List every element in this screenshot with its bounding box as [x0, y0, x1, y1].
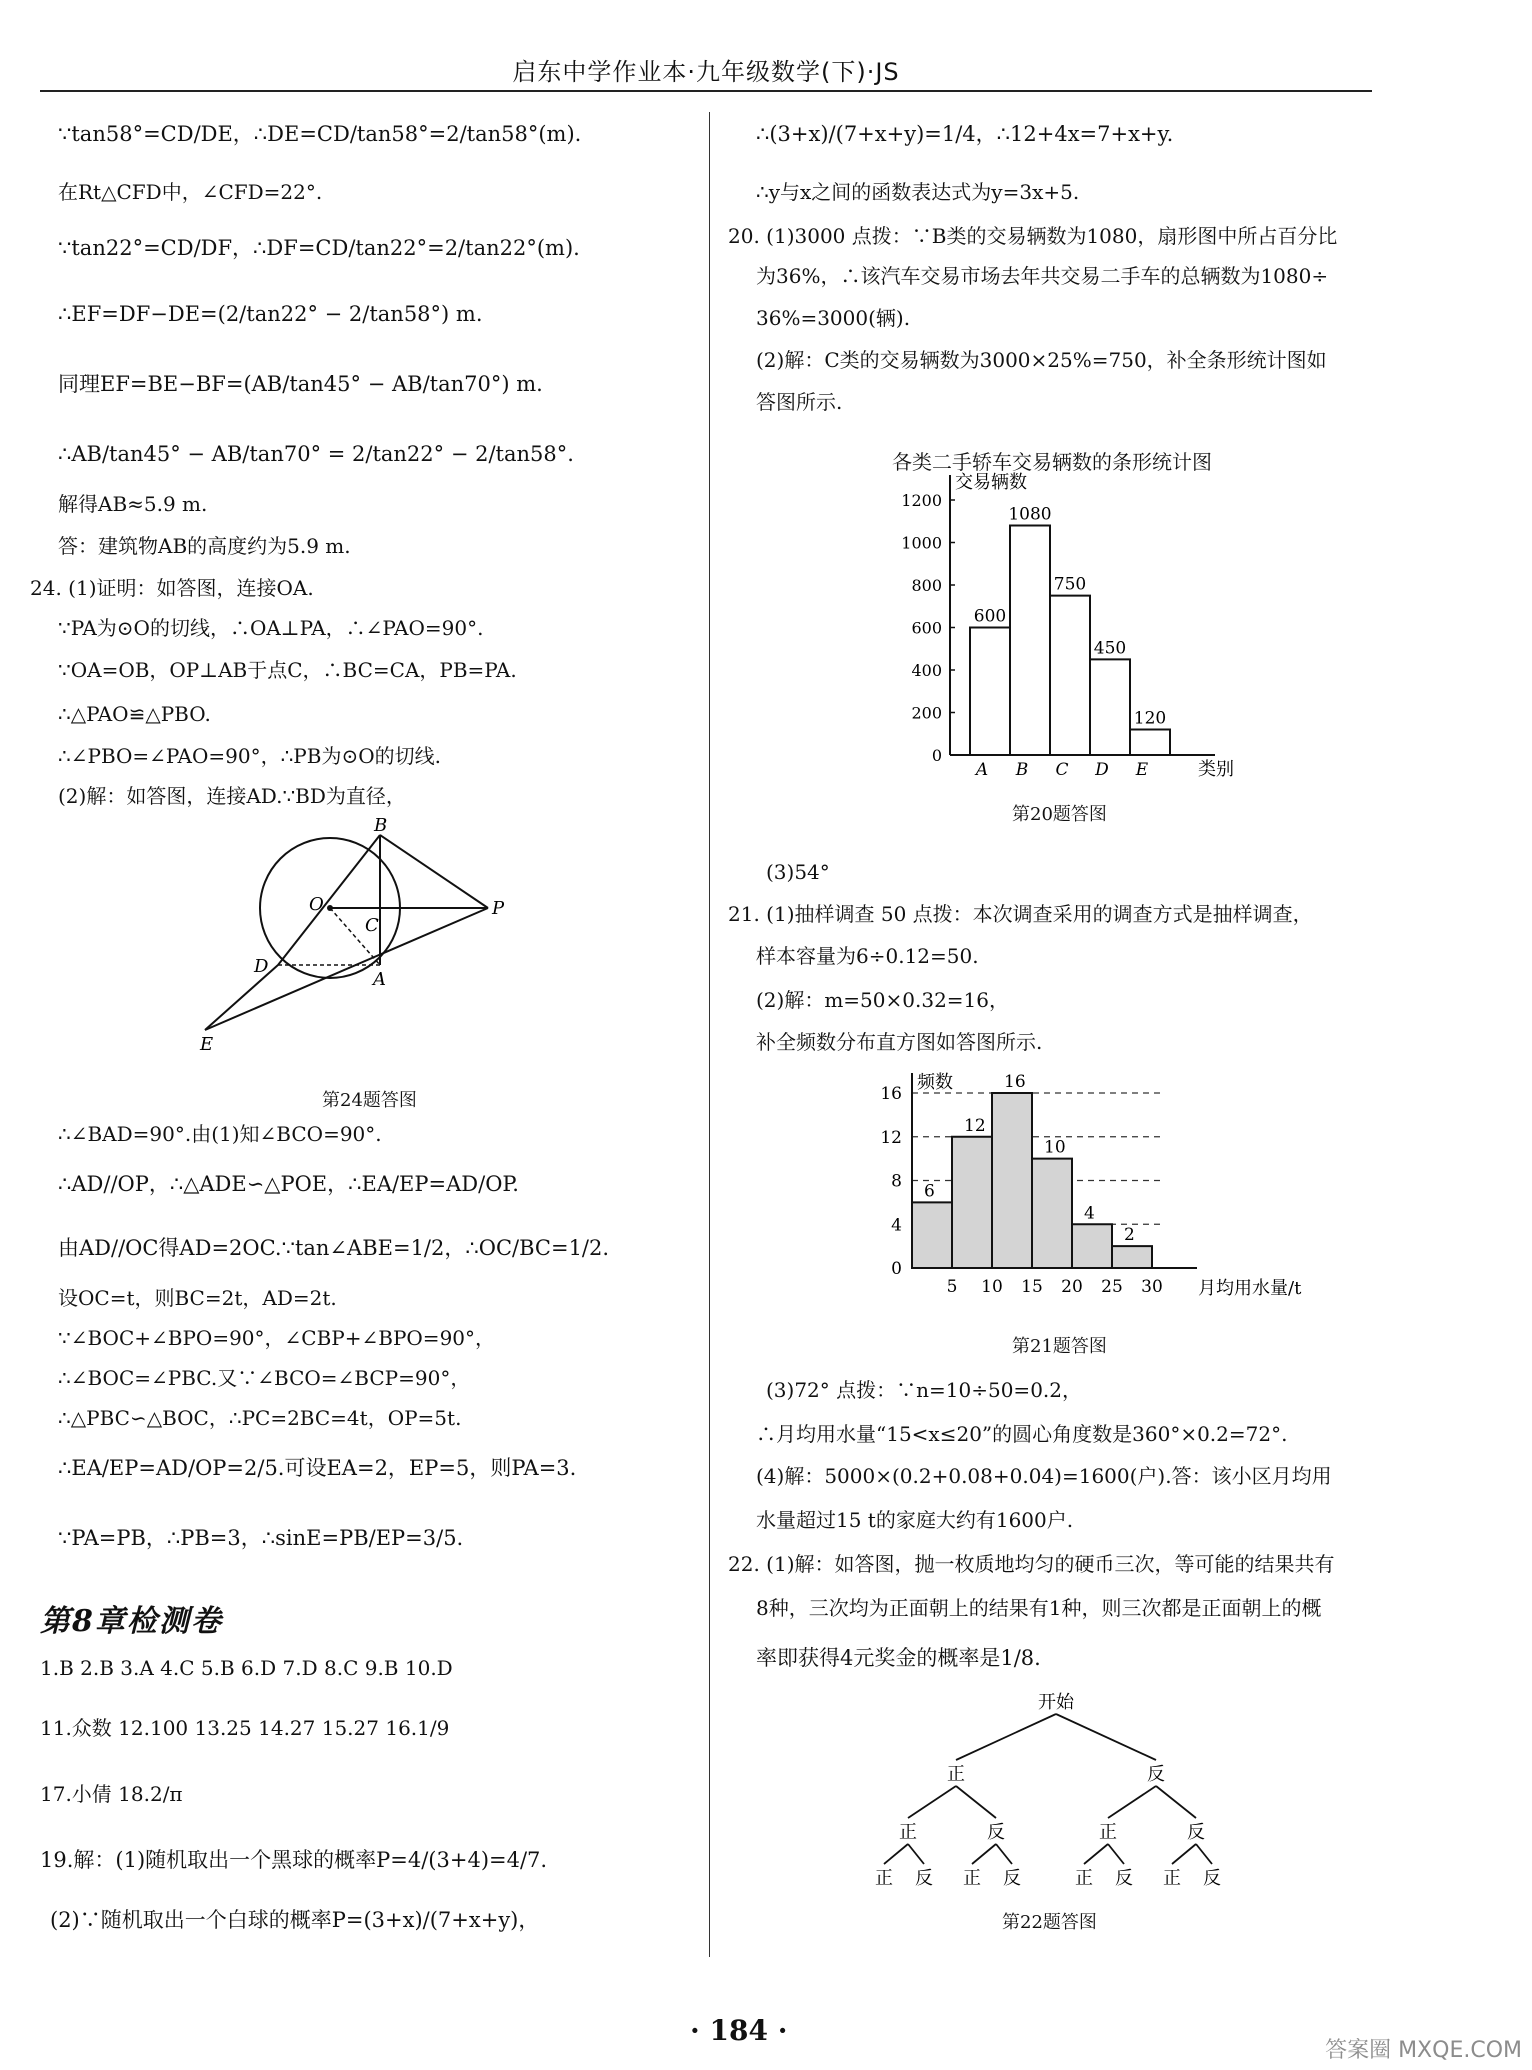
column-divider	[709, 112, 710, 1957]
tree-node: 反	[987, 1822, 1005, 1843]
right-line: (2)解：m=50×0.32=16，	[756, 988, 1009, 1012]
left-line: 解得AB≈5.9 m.	[58, 492, 208, 516]
tree-branch	[956, 1786, 996, 1818]
x-tick-label: B	[1015, 760, 1029, 780]
left-line: (2)解：如答图，连接AD.∵BD为直径，	[58, 784, 406, 808]
tree-node: 反	[1147, 1764, 1165, 1785]
left-line: ∵∠BOC+∠BPO=90°，∠CBP+∠BPO=90°，	[58, 1326, 496, 1350]
bar	[1090, 659, 1130, 755]
bar-value-label: 10	[1044, 1137, 1066, 1158]
label-d: D	[254, 956, 269, 977]
y-tick-label: 200	[911, 703, 942, 723]
x-tick-label: 20	[1061, 1277, 1083, 1297]
left-line: ∴EA/EP=AD/OP=2/5.可设EA=2，EP=5，则PA=3.	[58, 1456, 577, 1480]
left-line: 由AD//OC得AD=2OC.∵tan∠ABE=1/2，∴OC/BC=1/2.	[58, 1236, 610, 1260]
left-line: ∵tan22°=CD/DF，∴DF=CD/tan22°=2/tan22°(m).	[58, 236, 580, 260]
right-line: ∴y与x之间的函数表达式为y=3x+5.	[756, 180, 1080, 204]
y-axis-label: 频数	[917, 1072, 953, 1093]
tree-branch	[1156, 1786, 1196, 1818]
left-line: ∴△PBC∽△BOC，∴PC=2BC=4t，OP=5t.	[58, 1406, 462, 1430]
right-line: (4)解：5000×(0.2+0.08+0.04)=1600(户).答：该小区月均用	[756, 1464, 1332, 1488]
right-line: (3)72° 点拨：∵n=10÷50=0.2，	[766, 1378, 1082, 1402]
tree-leaf: 反	[915, 1868, 933, 1889]
answer-line: 19.解：(1)随机取出一个黑球的概率P=4/(3+4)=4/7.	[40, 1848, 548, 1872]
left-line: 答：建筑物AB的高度约为5.9 m.	[58, 534, 351, 558]
bar	[1010, 526, 1050, 756]
tree-leaf: 正	[875, 1868, 893, 1889]
figure-24-diagram	[200, 815, 530, 1055]
bar-value-label: 2	[1124, 1225, 1135, 1246]
answer-line: 11.众数 12.100 13.25 14.27 15.27 16.1/9	[40, 1716, 450, 1740]
bar-value-label: 6	[924, 1181, 935, 1202]
left-line: ∴EF=DF−DE=(2/tan22° − 2/tan58°) m.	[58, 302, 483, 326]
header-rule	[40, 90, 1372, 92]
answer-line: 17.小倩 18.2/π	[40, 1782, 183, 1806]
chart-20-title: 各类二手轿车交易辆数的条形统计图	[892, 450, 1212, 474]
histogram-bar	[1032, 1159, 1072, 1268]
histogram-bar	[912, 1202, 952, 1268]
left-line: 同理EF=BE−BF=(AB/tan45° − AB/tan70°) m.	[58, 372, 543, 396]
label-a: A	[373, 969, 386, 990]
right-line: 22. (1)解：如答图，抛一枚质地均匀的硬币三次，等可能的结果共有	[728, 1552, 1335, 1576]
tree-leaf: 正	[1163, 1868, 1181, 1889]
left-line: 设OC=t，则BC=2t，AD=2t.	[58, 1286, 337, 1310]
right-line: 补全频数分布直方图如答图所示.	[756, 1030, 1043, 1054]
tree-leaf: 反	[1003, 1868, 1021, 1889]
right-line: ∴(3+x)/(7+x+y)=1/4，∴12+4x=7+x+y.	[756, 122, 1174, 146]
page-number: · 184 ·	[690, 2014, 788, 2047]
bar	[1130, 730, 1170, 756]
answer-line: (2)∵随机取出一个白球的概率P=(3+x)/(7+x+y)，	[50, 1908, 540, 1932]
left-line: 24. (1)证明：如答图，连接OA.	[30, 576, 314, 600]
left-line: ∴AD//OP，∴△ADE∽△POE，∴EA/EP=AD/OP.	[58, 1172, 519, 1196]
x-tick-label: 5	[946, 1277, 958, 1297]
chart-21-histogram	[862, 1068, 1302, 1308]
left-line: ∵OA=OB，OP⊥AB于点C，∴BC=CA，PB=PA.	[58, 658, 517, 682]
histogram-bar	[992, 1093, 1032, 1268]
tree-leaf: 反	[1203, 1868, 1221, 1889]
y-tick-label: 400	[911, 661, 942, 680]
right-line: 8种，三次均为正面朝上的结果有1种，则三次都是正面朝上的概	[756, 1596, 1322, 1620]
y-tick-label: 1200	[901, 491, 942, 510]
x-axis-label: 类别	[1198, 759, 1234, 780]
tree-branch	[1172, 1844, 1196, 1864]
left-line: ∴△PAO≌△PBO.	[58, 702, 211, 726]
right-line: 水量超过15 t的家庭大约有1600户.	[756, 1508, 1074, 1532]
tree-branch	[1056, 1714, 1156, 1760]
watermark: 答案圈 MXQE.COM	[1325, 2038, 1522, 2063]
x-tick-label: C	[1055, 760, 1069, 780]
y-tick-label: 4	[891, 1215, 902, 1236]
x-tick-label: D	[1095, 760, 1109, 780]
tree-branch	[908, 1786, 956, 1818]
label-o: O	[309, 894, 324, 915]
bar	[970, 628, 1010, 756]
tree-branch	[884, 1844, 908, 1864]
tree-22-caption: 第22题答图	[1002, 1912, 1097, 1933]
tree-node: 反	[1187, 1822, 1205, 1843]
point-o	[327, 905, 333, 911]
bar-value-label: 120	[1133, 708, 1167, 729]
line-bd	[278, 835, 380, 965]
right-line: 20. (1)3000 点拨：∵B类的交易辆数为1080，扇形图中所占百分比	[728, 224, 1338, 248]
tree-branch	[1084, 1844, 1108, 1864]
tree-leaf: 反	[1115, 1868, 1133, 1889]
y-tick-label: 0	[931, 746, 942, 765]
x-tick-label: 15	[1021, 1277, 1043, 1297]
tree-branch	[1196, 1844, 1212, 1864]
bar-value-label: 4	[1084, 1203, 1095, 1224]
line-bp	[380, 835, 488, 908]
left-line: ∵PA=PB，∴PB=3，∴sinE=PB/EP=3/5.	[58, 1526, 464, 1550]
label-e: E	[200, 1034, 214, 1055]
histogram-bar	[952, 1137, 992, 1268]
x-axis-label: 月均用水量/t	[1198, 1278, 1302, 1299]
x-tick-label: 25	[1101, 1277, 1123, 1297]
right-line: ∴月均用水量“15<x≤20”的圆心角度数是360°×0.2=72°.	[756, 1422, 1288, 1446]
right-line: 21. (1)抽样调查 50 点拨：本次调查采用的调查方式是抽样调查，	[728, 902, 1313, 926]
tree-node: 正	[899, 1822, 917, 1843]
tree-branch	[996, 1844, 1012, 1864]
chart-20-bar-chart	[880, 470, 1260, 790]
bar-value-label: 750	[1053, 574, 1087, 595]
y-tick-label: 600	[911, 618, 942, 638]
tree-branch	[1108, 1844, 1124, 1864]
bar-value-label: 450	[1093, 638, 1127, 659]
x-tick-label: 30	[1141, 1277, 1163, 1297]
tree-branch	[956, 1714, 1056, 1760]
label-b: B	[374, 815, 388, 836]
page-header: 启东中学作业本·九年级数学(下)·JS	[512, 58, 900, 86]
right-line: (3)54°	[766, 860, 830, 884]
bar-value-label: 12	[964, 1115, 986, 1136]
y-tick-label: 800	[911, 576, 942, 595]
tree-node: 正	[947, 1764, 965, 1785]
figure-24-caption: 第24题答图	[322, 1090, 417, 1111]
right-line: 样本容量为6÷0.12=50.	[756, 944, 979, 968]
right-line: 答图所示.	[756, 390, 843, 414]
y-tick-label: 0	[891, 1259, 902, 1279]
label-c: C	[365, 915, 379, 936]
left-line: ∴AB/tan45° − AB/tan70° = 2/tan22° − 2/tan58°.	[58, 442, 574, 466]
x-tick-label: 10	[981, 1277, 1003, 1297]
y-tick-label: 16	[880, 1084, 902, 1104]
answer-line: 1.B 2.B 3.A 4.C 5.B 6.D 7.D 8.C 9.B 10.D	[40, 1656, 453, 1680]
x-tick-label: A	[975, 760, 989, 780]
left-line: ∵PA为⊙O的切线，∴OA⊥PA，∴∠PAO=90°.	[58, 616, 484, 640]
right-line: 率即获得4元奖金的概率是1/8.	[756, 1646, 1041, 1670]
section-title: 第8章检测卷	[40, 1604, 223, 1639]
chart-21-caption: 第21题答图	[1012, 1336, 1107, 1357]
y-tick-label: 12	[880, 1127, 902, 1148]
tree-node: 正	[1099, 1822, 1117, 1843]
tree-leaf: 正	[963, 1868, 981, 1889]
bar-value-label: 1080	[1008, 504, 1052, 525]
left-line: ∵tan58°=CD/DE，∴DE=CD/tan58°=2/tan58°(m).	[58, 122, 582, 146]
histogram-bar	[1112, 1246, 1152, 1268]
tree-branch	[1108, 1786, 1156, 1818]
right-line: 为36%，∴该汽车交易市场去年共交易二手车的总辆数为1080÷	[756, 264, 1329, 288]
left-line: 在Rt△CFD中，∠CFD=22°.	[58, 180, 323, 204]
y-tick-label: 1000	[901, 533, 942, 553]
tree-root: 开始	[1038, 1692, 1074, 1713]
tree-branch	[972, 1844, 996, 1864]
left-line: ∴∠BAD=90°.由(1)知∠BCO=90°.	[58, 1122, 382, 1146]
x-tick-label: E	[1135, 760, 1149, 780]
right-line: 36%=3000(辆).	[756, 306, 911, 330]
chart-20-caption: 第20题答图	[1012, 804, 1107, 825]
left-line: ∴∠PBO=∠PAO=90°，∴PB为⊙O的切线.	[58, 744, 441, 768]
right-line: (2)解：C类的交易辆数为3000×25%=750，补全条形统计图如	[756, 348, 1327, 372]
tree-22-diagram	[866, 1688, 1266, 1888]
tree-branch	[908, 1844, 924, 1864]
tree-leaf: 正	[1075, 1868, 1093, 1889]
bar-value-label: 16	[1004, 1072, 1026, 1092]
bar-value-label: 600	[973, 606, 1007, 627]
label-p: P	[492, 898, 505, 919]
left-line: ∴∠BOC=∠PBC.又∵∠BCO=∠BCP=90°，	[58, 1366, 471, 1390]
y-axis-label: 交易辆数	[955, 472, 1027, 493]
histogram-bar	[1072, 1224, 1112, 1268]
y-tick-label: 8	[891, 1171, 902, 1192]
bar	[1050, 596, 1090, 755]
